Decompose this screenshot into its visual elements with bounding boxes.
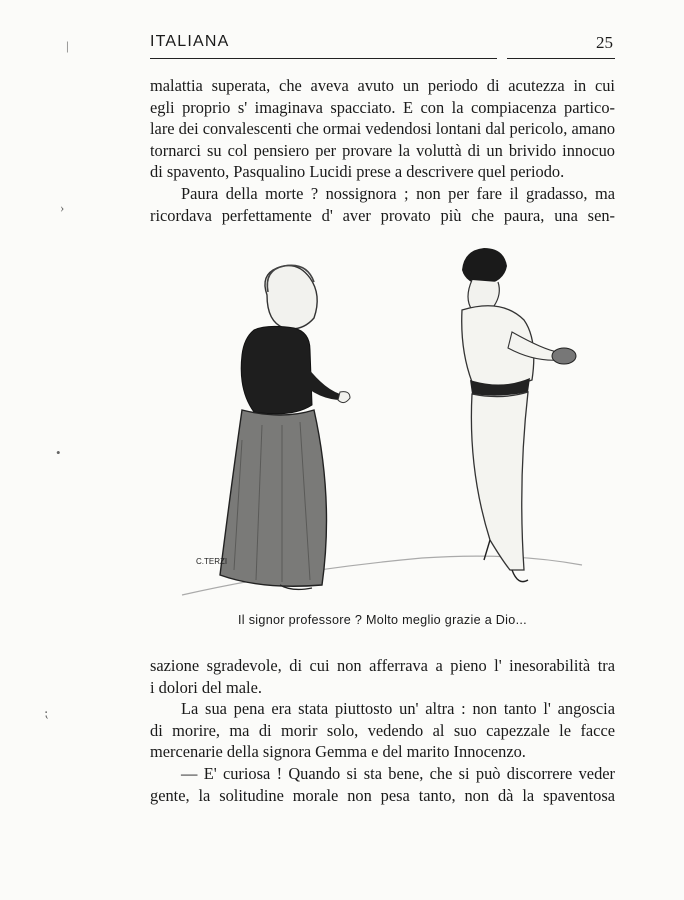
text-line: tornarci su col pensiero per provare la voluttà di un brivido innocuo: [150, 140, 615, 160]
margin-speck: ⁏: [44, 705, 49, 720]
text-line: ricordava perfettamente d' aver provato più che paura, una sen-: [150, 205, 615, 225]
margin-speck: |: [66, 38, 69, 53]
text-line: lare dei convalescenti che ormai vedendosi lontani dal pericolo, amano: [150, 119, 616, 139]
illustration-caption: Il signor professore ? Molto meglio grazie a Dio...: [238, 613, 527, 627]
text-block-top: [150, 75, 615, 226]
artist-signature: C.TERZI: [196, 557, 228, 566]
header-rule-gap: [497, 56, 507, 60]
illustration-drawing: [172, 240, 592, 610]
text-line: gente, la solitudine morale non pesa tanto, non dà la spaventosa: [150, 785, 615, 805]
margin-speck: •: [56, 445, 61, 460]
text-block-bottom: [150, 655, 615, 806]
text-line: di morire, ma di morir solo, vedendo al suo capezzale le facce: [150, 720, 615, 740]
illustration: [172, 240, 592, 610]
text-line: La sua pena era stata piuttosto un' altra : non tanto l' angoscia: [181, 699, 615, 719]
text-line: Paura della morte ? nossignora ; non per fare il gradasso, ma: [181, 183, 615, 203]
text-line: egli proprio s' imaginava spacciato. E con la compiacenza partico-: [150, 97, 615, 117]
old-woman-figure: [220, 265, 350, 589]
journal-title: ITALIANA: [150, 33, 230, 50]
text-line: mercenarie della signora Gemma e del marito Innocenzo.: [150, 742, 526, 762]
running-header: [150, 32, 615, 59]
text-line: i dolori del male.: [150, 677, 262, 697]
text-line: sazione sgradevole, di cui non afferrava a pieno l' inesorabilità tra: [150, 656, 615, 675]
text-line: malattia superata, che aveva avuto un periodo di acutezza in cui: [150, 76, 615, 95]
text-line: — E' curiosa ! Quando si sta bene, che si può discorrere veder: [181, 763, 615, 783]
page-number: 25: [596, 33, 613, 52]
text-line: di spavento, Pasqualino Lucidi prese a descrivere quel periodo.: [150, 162, 565, 182]
young-woman-figure: [462, 248, 576, 582]
margin-speck: ›: [60, 200, 65, 215]
